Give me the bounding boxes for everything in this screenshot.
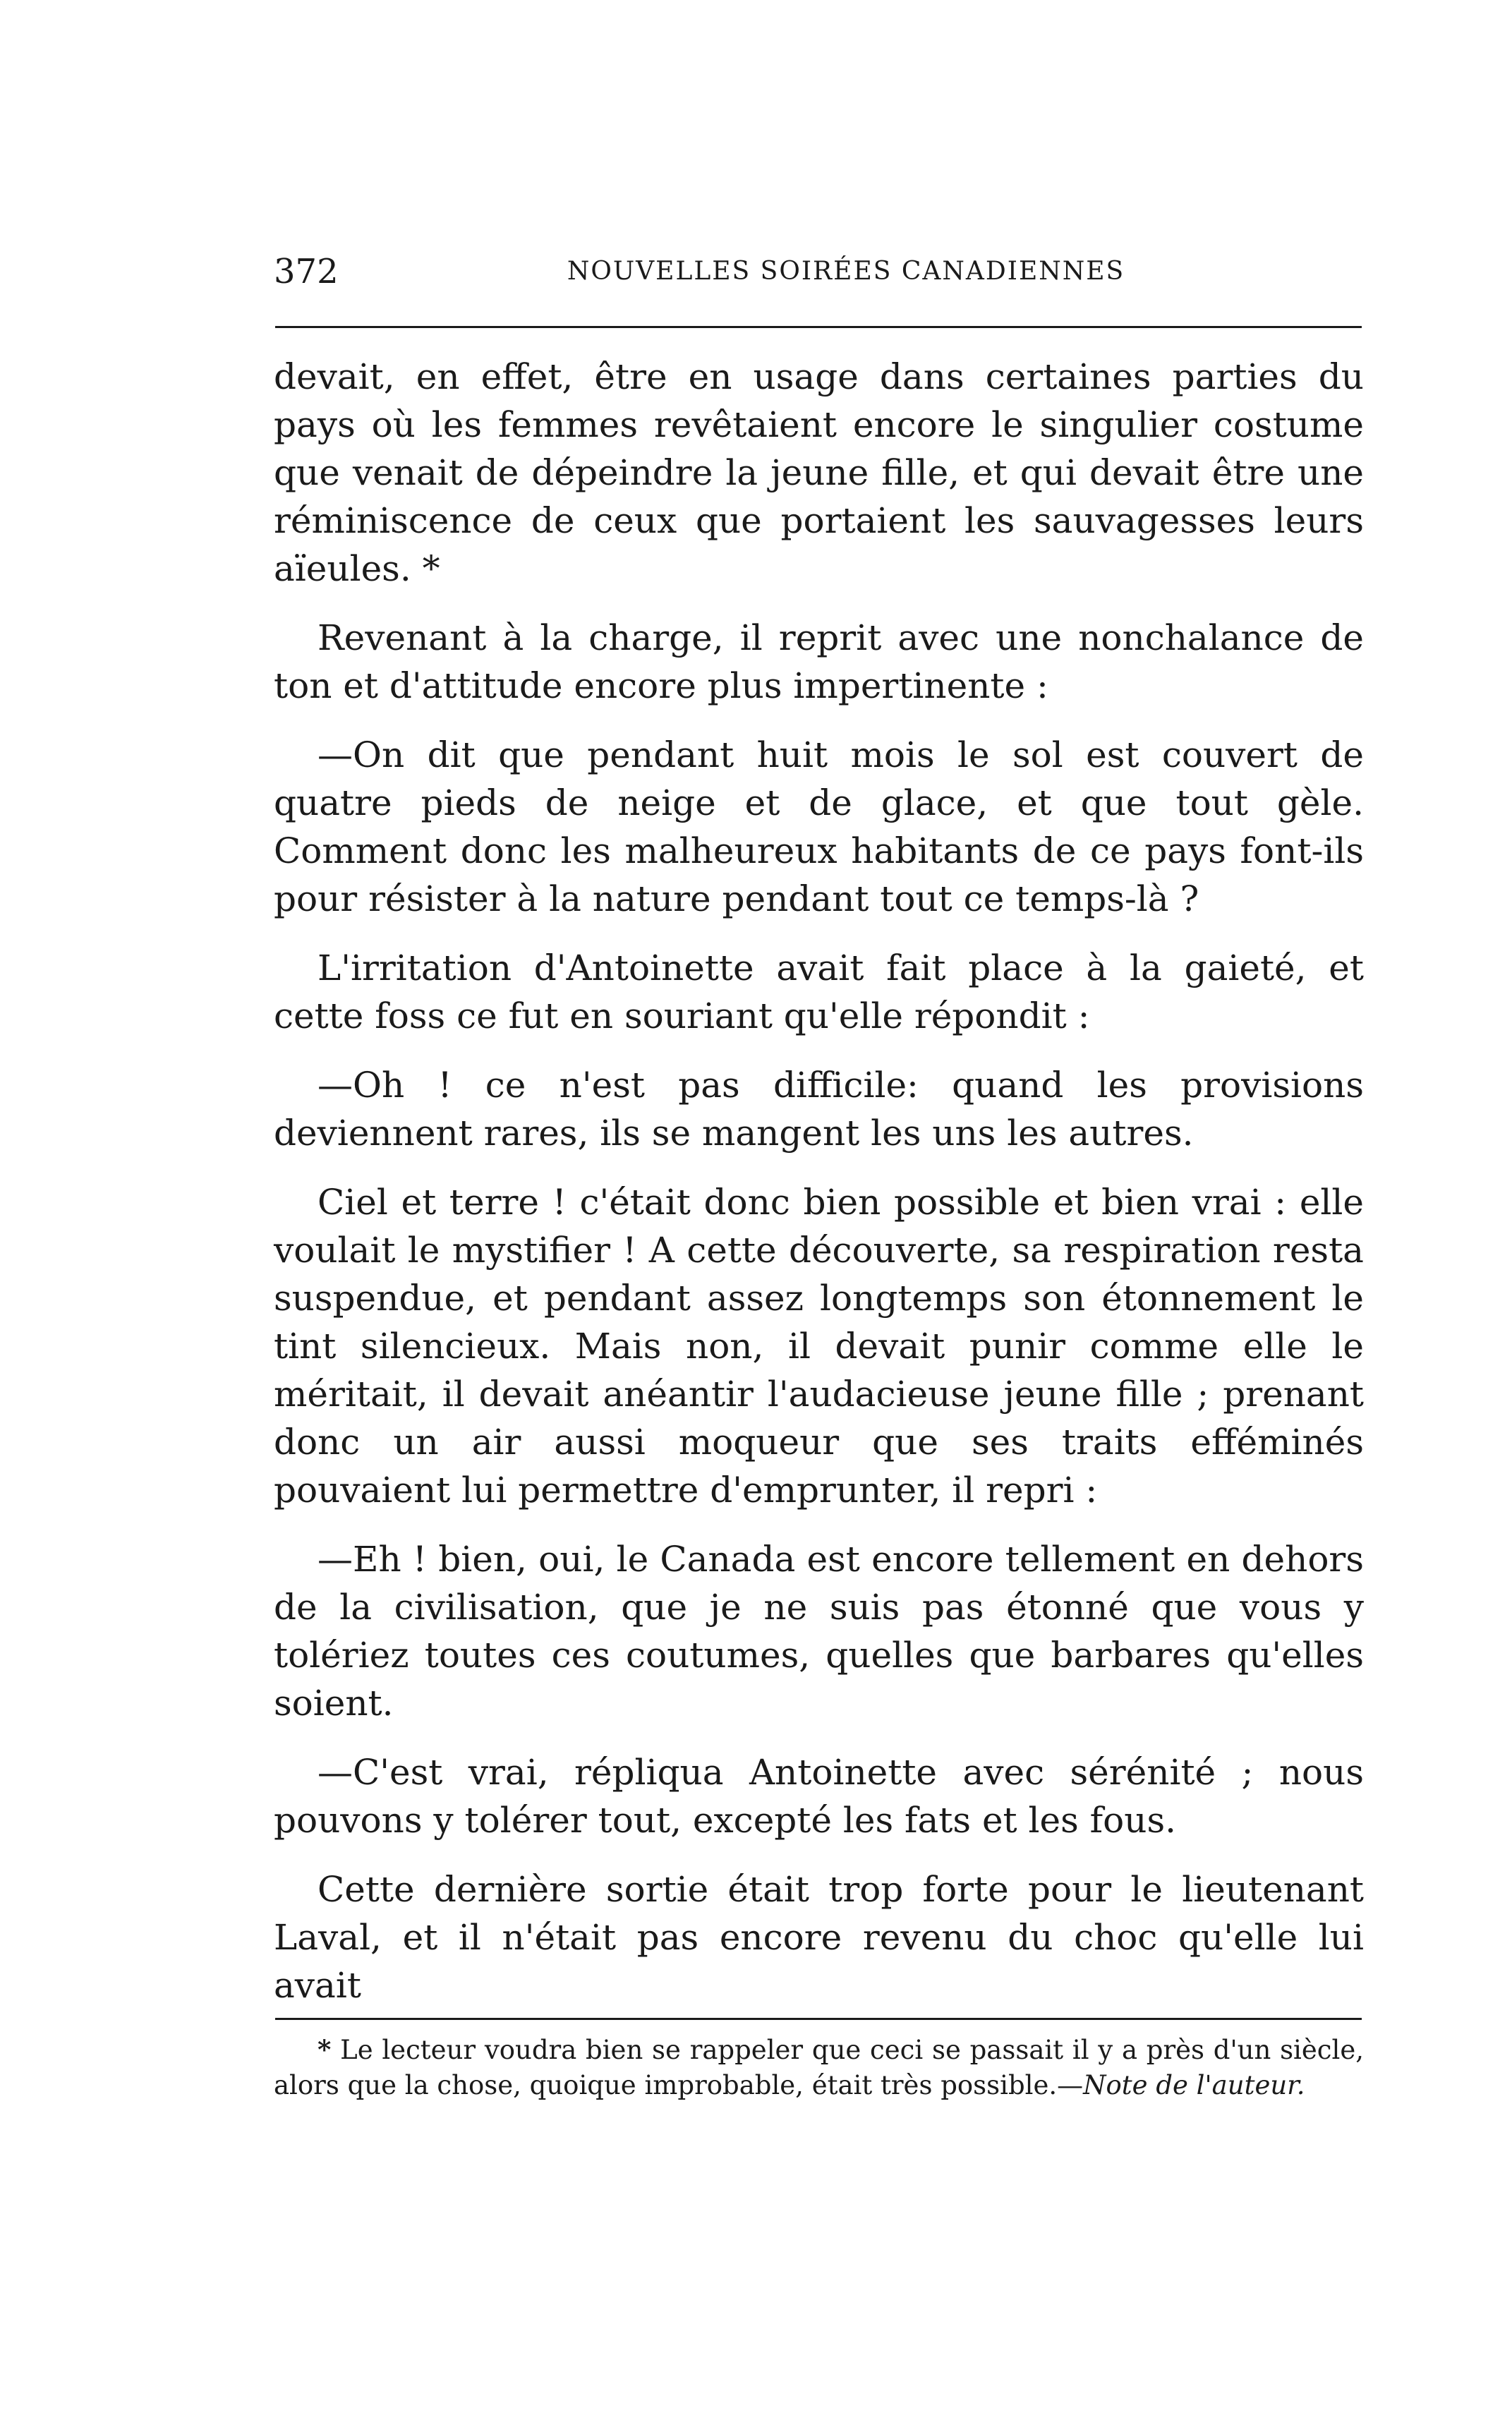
paragraph-1: devait, en effet, être en usage dans certaines parties du pays où les femmes revêtaient encore le singulier costume que venait de dépeindre la jeune fille, et qui devait être une réminiscence de ceux que portaient les sauvagesses leurs aïeules. * (274, 356, 1364, 589)
page-number: 372 (274, 252, 339, 291)
header-rule (275, 326, 1362, 328)
footnote-marker: * (317, 2034, 332, 2065)
paragraph-8: —C'est vrai, répliqua Antoinette avec sérénité ; nous pouvons y tolérer tout, excepté les fats et les fous. (274, 1752, 1364, 1841)
footnote (274, 2032, 1364, 2103)
paragraph-2: Revenant à la charge, il reprit avec une nonchalance de ton et d'attitude encore plus impertinente : (274, 617, 1364, 706)
footnote-text: Le lecteur voudra bien se rappeler que ceci se passait il y a près d'un siècle, alors que la chose, quoique improbable, était très possible.— (274, 2035, 1364, 2100)
paragraph-4: L'irritation d'Antoinette avait fait place à la gaieté, et cette foss ce fut en souriant qu'elle répondit : (274, 948, 1364, 1036)
paragraph-7: —Eh ! bien, oui, le Canada est encore tellement en dehors de la civilisation, que je ne suis pas étonné que vous y tolériez toutes ces coutumes, quelles que barbares qu'elles soient. (274, 1539, 1364, 1724)
paragraph-9: Cette dernière sortie était trop forte pour le lieutenant Laval, et il n'était pas encore revenu du choc qu'elle lui avait (274, 1869, 1364, 2006)
running-head (274, 247, 1362, 296)
running-title: NOUVELLES SOIRÉES CANADIENNES (567, 257, 1125, 286)
paragraph-6: Ciel et terre ! c'était donc bien possible et bien vrai : elle voulait le mystifier ! A cette découverte, sa respiration resta suspendue, et pendant assez longtemps son étonnement le tint silencieux. Mais non, il devait punir comme elle le méritait, il devait anéantir l'audacieuse jeune fille ; prenant donc un air aussi moqueur que ses traits efféminés pouvaient lui permettre d'emprunter, il repri : (274, 1182, 1364, 1511)
body-text (274, 353, 1364, 2031)
footnote-signature: Note de l'auteur. (1083, 2070, 1305, 2100)
footnote-rule (275, 2018, 1362, 2020)
paragraph-3: —On dit que pendant huit mois le sol est couvert de quatre pieds de neige et de glace, et que tout gèle. Comment donc les malheureux habitants de ce pays font-ils pour résister à la nature pendant tout ce temps-là ? (274, 734, 1364, 919)
paragraph-5: —Oh ! ce n'est pas difficile: quand les provisions deviennent rares, ils se mangent les uns les autres. (274, 1065, 1364, 1154)
